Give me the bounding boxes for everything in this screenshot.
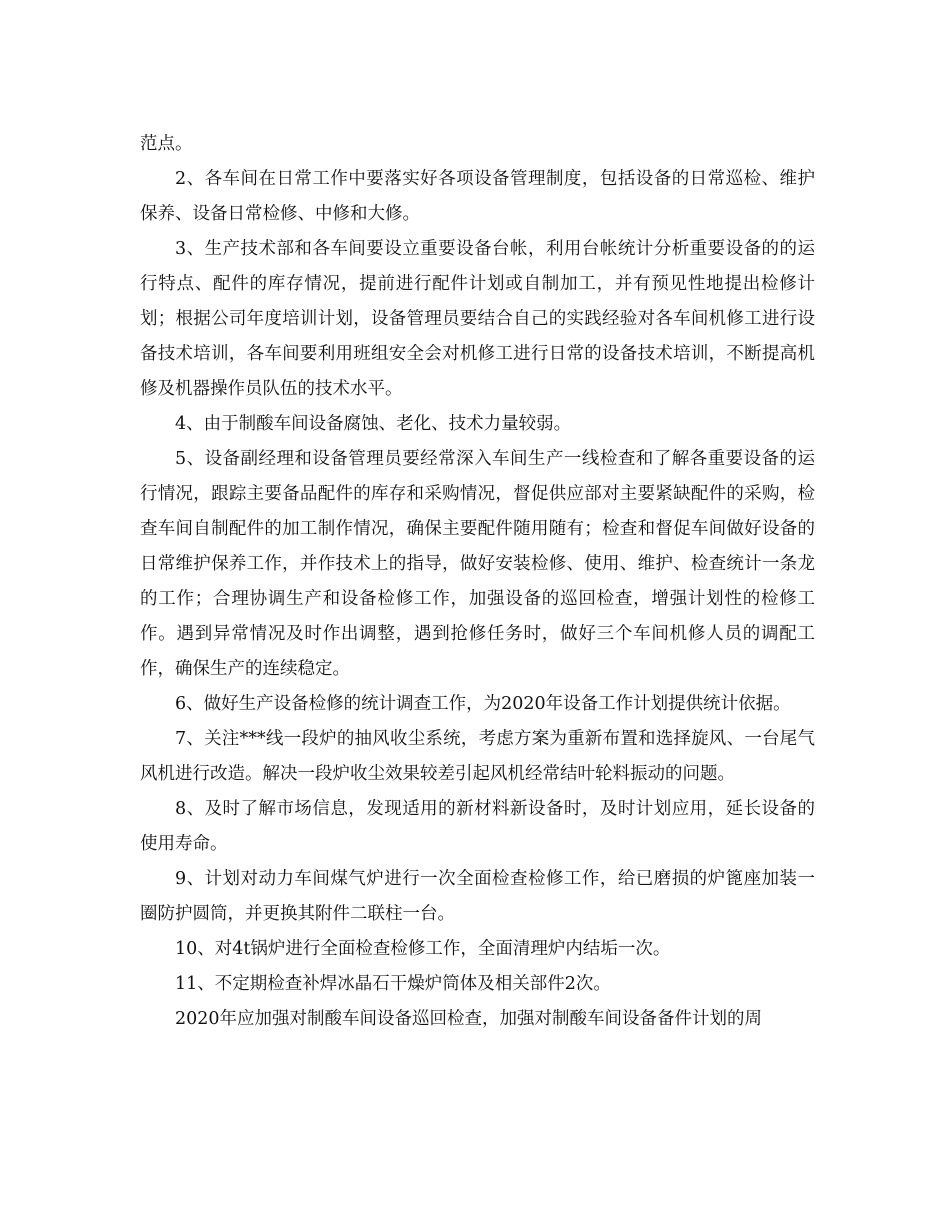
document-body — [140, 127, 815, 1037]
paragraph-item-11: 11、不定期检查补焊冰晶石干燥炉筒体及相关部件2次。 — [175, 974, 611, 994]
paragraph-item-9: 9、计划对动力车间煤气炉进行一次全面检查检修工作，给已磨损的炉篦座加装一圈防护圆筒，并更换其附件二联柱一台。 — [140, 869, 815, 924]
paragraph-item-6: 6、做好生产设备检修的统计调查工作，为2020年设备工作计划提供统计依据。 — [175, 694, 791, 714]
paragraph-item-7: 7、关注***线一段炉的抽风收尘系统，考虑方案为重新布置和选择旋风、一台尾气风机进行改造。解决一段炉收尘效果较差引起风机经常结叶轮料振动的问题。 — [140, 729, 815, 784]
paragraph-item-2: 2、各车间在日常工作中要落实好各项设备管理制度，包括设备的日常巡检、维护保养、设备日常检修、中修和大修。 — [140, 169, 815, 224]
paragraph-item-8: 8、及时了解市场信息，发现适用的新材料新设备时，及时计划应用，延长设备的使用寿命。 — [140, 799, 815, 854]
paragraph-item-10: 10、对4t锅炉进行全面检查检修工作，全面清理炉内结垢一次。 — [175, 939, 671, 959]
paragraph-item-4: 4、由于制酸车间设备腐蚀、老化、技术力量较弱。 — [175, 414, 572, 434]
paragraph-summary: 2020年应加强对制酸车间设备巡回检查，加强对制酸车间设备备件计划的周 — [175, 1009, 763, 1029]
paragraph-continuation: 范点。 — [140, 134, 193, 154]
paragraph-item-5: 5、设备副经理和设备管理员要经常深入车间生产一线检查和了解各重要设备的运行情况，跟踪主要备品配件的库存和采购情况，督促供应部对主要紧缺配件的采购，检查车间自制配件的加工制作情况，确保主要配件随用随有；检查和督促车间做好设备的日常维护保养工作，并作技术上的指导，做好安装检修、使用、维护、检查统计一条龙的工作；合理协调生产和设备检修工作，加强设备的巡回检查，增强计划性的检修工作。遇到异常情况及时作出调整，遇到抢修任务时，做好三个车间机修人员的调配工作，确保生产的连续稳定。 — [140, 449, 815, 679]
paragraph-item-3: 3、生产技术部和各车间要设立重要设备台帐，利用台帐统计分析重要设备的的运行特点、配件的库存情况，提前进行配件计划或自制加工，并有预见性地提出检修计划；根据公司年度培训计划，设备管理员要结合自己的实践经验对各车间机修工进行设备技术培训，各车间要利用班组安全会对机修工进行日常的设备技术培训，不断提高机修及机器操作员队伍的技术水平。 — [140, 239, 815, 399]
